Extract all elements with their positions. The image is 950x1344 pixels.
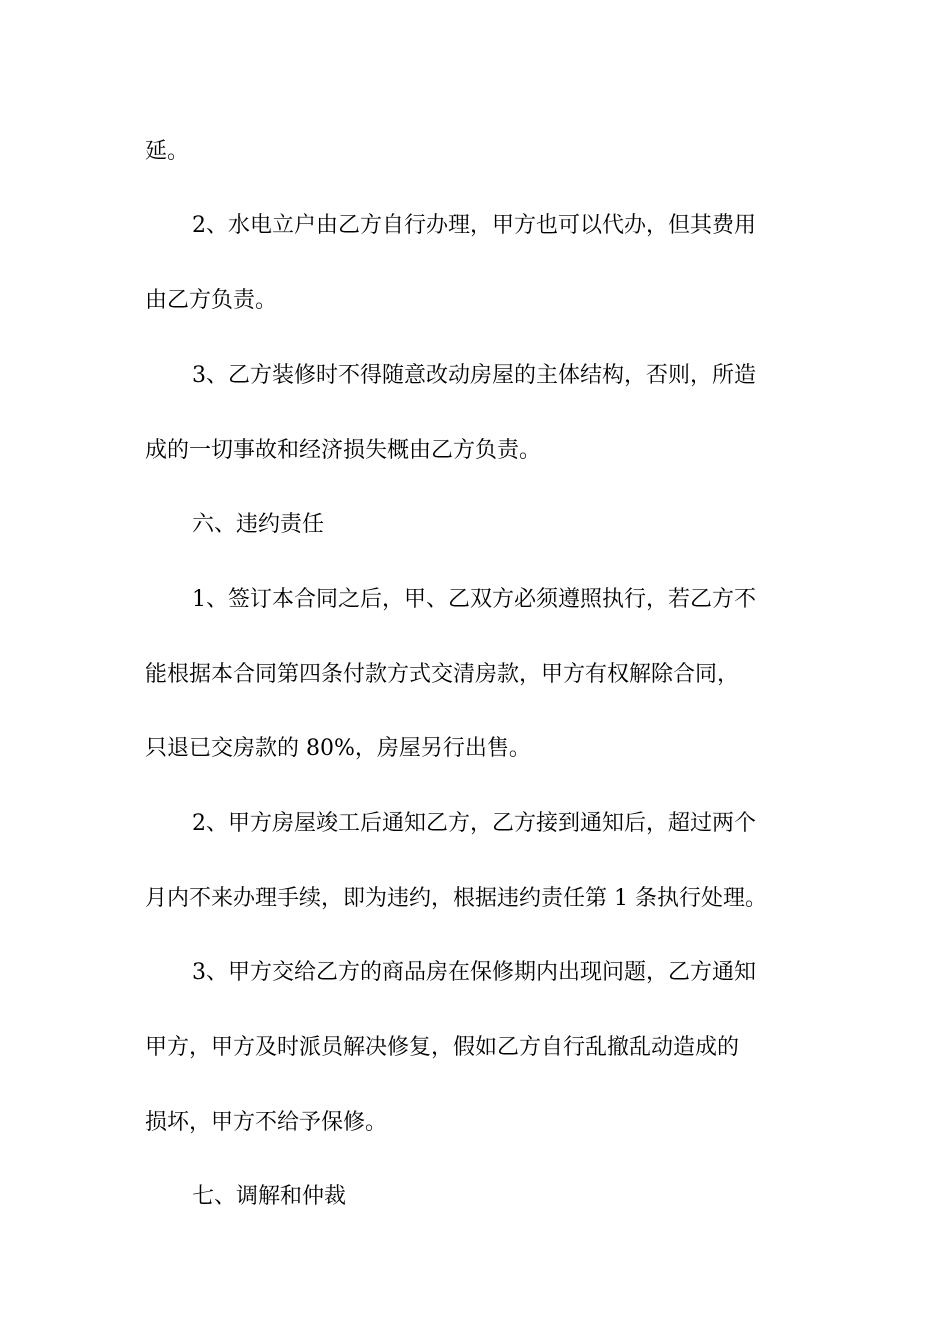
paragraph-line: 能根据本合同第四条付款方式交清房款，甲方有权解除合同， <box>145 662 740 687</box>
section-heading: 六、违约责任 <box>192 512 325 537</box>
paragraph-line: 月内不来办理手续，即为违约，根据违约责任第 1 条执行处理。 <box>145 886 767 911</box>
paragraph-line: 1、签订本合同之后，甲、乙双方必须遵照执行，若乙方不 <box>192 587 756 612</box>
paragraph-line: 甲方，甲方及时派员解决修复，假如乙方自行乱撤乱动造成的 <box>145 1035 740 1060</box>
paragraph-line: 3、乙方装修时不得随意改动房屋的主体结构，否则，所造 <box>192 363 756 388</box>
paragraph-line: 2、甲方房屋竣工后通知乙方，乙方接到通知后，超过两个 <box>192 811 756 836</box>
paragraph-line: 只退已交房款的 80%，房屋另行出售。 <box>145 736 531 761</box>
paragraph-line: 2、水电立户由乙方自行办理，甲方也可以代办，但其费用 <box>192 213 756 238</box>
paragraph-line: 成的一切事故和经济损失概由乙方负责。 <box>145 438 542 463</box>
section-heading: 七、调解和仲裁 <box>192 1184 347 1209</box>
paragraph-line: 延。 <box>145 139 190 164</box>
paragraph-line: 损坏，甲方不给予保修。 <box>145 1110 388 1135</box>
paragraph-line: 由乙方负责。 <box>145 288 278 313</box>
paragraph-line: 3、甲方交给乙方的商品房在保修期内出现问题，乙方通知 <box>192 960 756 985</box>
